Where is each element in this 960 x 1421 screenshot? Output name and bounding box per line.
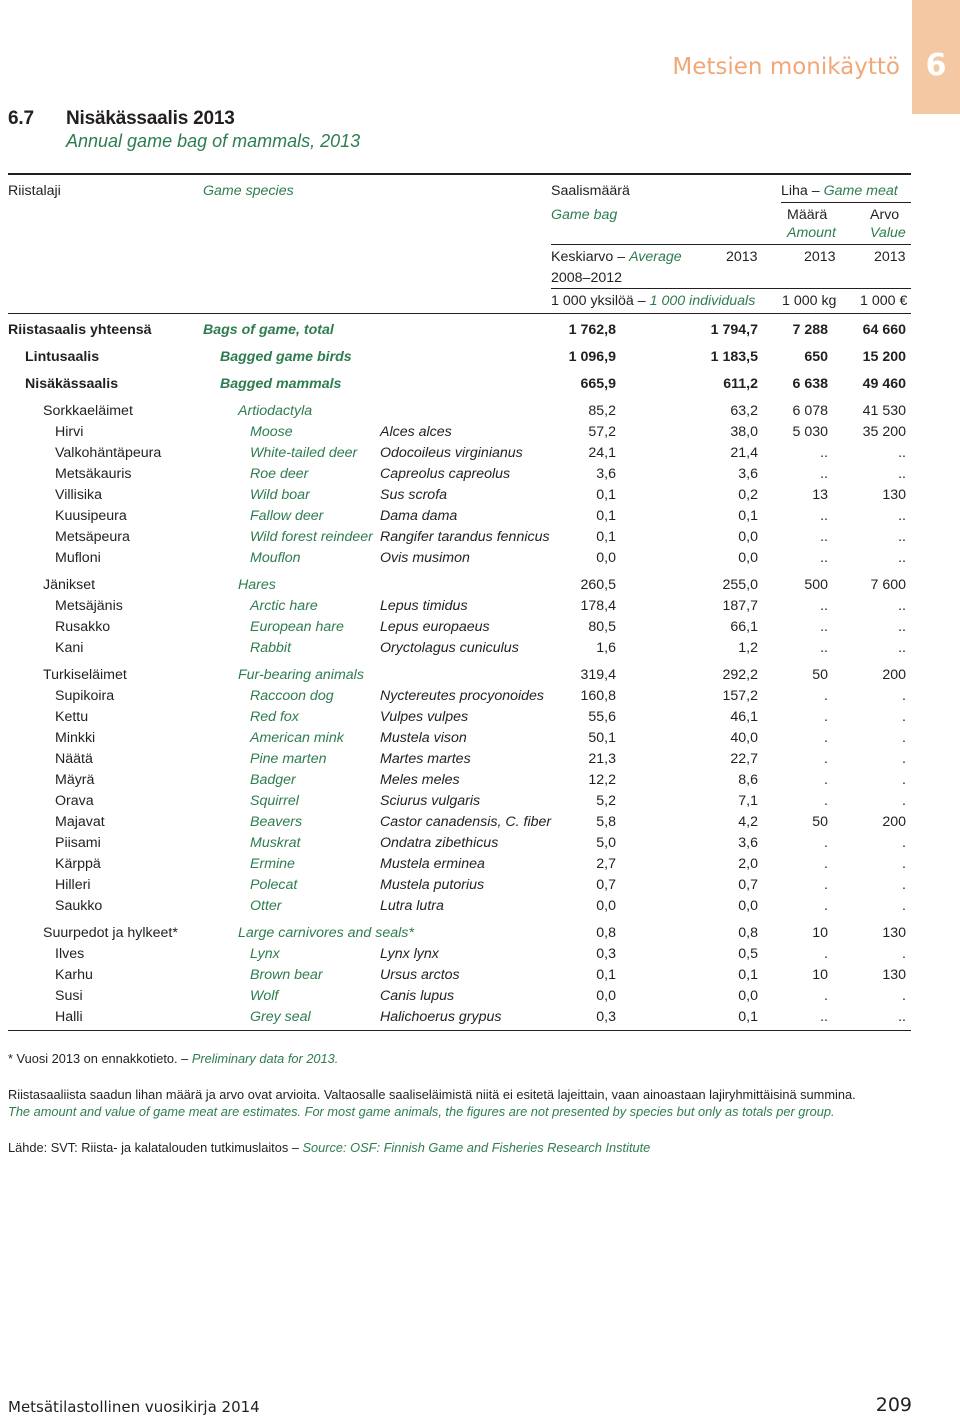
bag-average: 0,8 bbox=[596, 925, 616, 941]
bag-2013: 255,0 bbox=[722, 577, 758, 593]
header-unit-bag-fi: 1 000 yksilöä – bbox=[551, 293, 646, 309]
table-row bbox=[0, 898, 960, 919]
species-fi: Turkiseläimet bbox=[43, 667, 127, 683]
species-en: Fur-bearing animals bbox=[238, 667, 364, 683]
meat-amount: 7 288 bbox=[792, 322, 828, 338]
bag-average: 665,9 bbox=[580, 376, 616, 392]
meat-amount: .. bbox=[820, 508, 828, 524]
bag-average: 12,2 bbox=[588, 772, 616, 788]
bag-2013: 611,2 bbox=[723, 376, 758, 392]
header-unit-bag bbox=[551, 293, 755, 309]
meat-amount: . bbox=[824, 793, 828, 809]
species-scientific: Lynx lynx bbox=[380, 946, 439, 962]
meat-value: . bbox=[902, 772, 906, 788]
meat-value: 49 460 bbox=[862, 376, 906, 392]
table-row bbox=[0, 730, 960, 751]
species-fi: Villisika bbox=[55, 487, 103, 503]
meat-value: .. bbox=[898, 529, 906, 545]
table-row bbox=[0, 322, 960, 343]
table-row bbox=[0, 772, 960, 793]
bag-average: 21,3 bbox=[588, 751, 616, 767]
meat-amount: .. bbox=[820, 640, 828, 656]
bag-2013: 0,1 bbox=[738, 1009, 758, 1025]
species-fi: Kani bbox=[55, 640, 84, 656]
bag-average: 319,4 bbox=[580, 667, 616, 683]
table-row bbox=[0, 988, 960, 1009]
header-species-fi: Riistalaji bbox=[8, 183, 61, 199]
meat-value: . bbox=[902, 751, 906, 767]
header-amount-en: Amount bbox=[787, 225, 836, 241]
bag-average: 24,1 bbox=[588, 445, 616, 461]
meat-amount: 50 bbox=[812, 814, 828, 830]
meat-amount: .. bbox=[820, 529, 828, 545]
species-fi: Jänikset bbox=[43, 577, 96, 593]
table-row bbox=[0, 751, 960, 772]
meat-value: . bbox=[902, 688, 906, 704]
table-row bbox=[0, 349, 960, 370]
table-row bbox=[0, 445, 960, 466]
species-en: Large carnivores and seals* bbox=[238, 925, 414, 941]
species-scientific: Nyctereutes procyonoides bbox=[380, 688, 545, 704]
table-title-fi: Nisäkässaalis 2013 bbox=[66, 108, 235, 129]
species-en: Otter bbox=[250, 898, 282, 914]
meat-amount: . bbox=[824, 877, 828, 893]
species-en: Bagged game birds bbox=[220, 349, 352, 365]
meat-amount: .. bbox=[820, 550, 828, 566]
species-scientific: Halichoerus grypus bbox=[380, 1009, 502, 1025]
header-average-en: Average bbox=[629, 249, 682, 265]
header-average-years: 2008–2012 bbox=[551, 270, 623, 286]
table-row bbox=[0, 424, 960, 445]
meat-value: 7 600 bbox=[870, 577, 906, 593]
species-fi: Suurpedot ja hylkeet* bbox=[43, 925, 178, 941]
table-row bbox=[0, 814, 960, 835]
bag-2013: 0,0 bbox=[738, 988, 758, 1004]
species-fi: Hirvi bbox=[55, 424, 84, 440]
meat-value: 35 200 bbox=[862, 424, 906, 440]
species-en: White-tailed deer bbox=[250, 445, 358, 461]
species-scientific: Lepus europaeus bbox=[380, 619, 490, 635]
species-scientific: Martes martes bbox=[380, 751, 471, 767]
meat-value: 130 bbox=[882, 967, 906, 983]
header-meat-en: Game meat bbox=[823, 183, 898, 199]
bag-2013: 1 183,5 bbox=[710, 349, 758, 365]
bag-2013: 3,6 bbox=[738, 835, 758, 851]
header-year-amount: 2013 bbox=[804, 249, 836, 265]
meat-amount: . bbox=[824, 898, 828, 914]
species-fi: Hilleri bbox=[55, 877, 91, 893]
header-meat-fi: Liha – bbox=[781, 183, 820, 199]
species-scientific: Dama dama bbox=[380, 508, 458, 524]
meat-amount: . bbox=[824, 730, 828, 746]
species-fi: Kärppä bbox=[55, 856, 101, 872]
species-fi: Metsäjänis bbox=[55, 598, 123, 614]
table-row bbox=[0, 403, 960, 424]
header-value-en: Value bbox=[870, 225, 906, 241]
table-row bbox=[0, 967, 960, 988]
species-en: Hares bbox=[238, 577, 276, 593]
bag-average: 80,5 bbox=[588, 619, 616, 635]
species-fi: Majavat bbox=[55, 814, 105, 830]
table-number: 6.7 bbox=[8, 108, 34, 129]
bag-average: 1 762,8 bbox=[568, 322, 616, 338]
bag-2013: 46,1 bbox=[730, 709, 758, 725]
species-fi: Näätä bbox=[55, 751, 93, 767]
bag-2013: 4,2 bbox=[738, 814, 758, 830]
table-row bbox=[0, 619, 960, 640]
bag-average: 0,1 bbox=[596, 967, 616, 983]
header-meat-rule bbox=[781, 202, 911, 203]
bag-2013: 157,2 bbox=[722, 688, 758, 704]
meat-value: . bbox=[902, 946, 906, 962]
header-mid-rule bbox=[551, 244, 911, 245]
chapter-number: 6 bbox=[925, 48, 947, 83]
species-scientific: Rangifer tarandus fennicus bbox=[380, 529, 550, 545]
bag-average: 5,2 bbox=[596, 793, 616, 809]
species-en: Raccoon dog bbox=[250, 688, 334, 704]
table-row bbox=[0, 709, 960, 730]
meat-value: .. bbox=[898, 1009, 906, 1025]
table-row bbox=[0, 667, 960, 688]
table-row bbox=[0, 466, 960, 487]
meat-amount: . bbox=[824, 946, 828, 962]
table-row bbox=[0, 550, 960, 571]
species-fi: Metsäpeura bbox=[55, 529, 130, 545]
bag-2013: 0,8 bbox=[738, 925, 758, 941]
bag-average: 1,6 bbox=[596, 640, 616, 656]
meat-value: . bbox=[902, 898, 906, 914]
bag-average: 0,1 bbox=[596, 487, 616, 503]
meat-amount: .. bbox=[820, 598, 828, 614]
bag-2013: 0,2 bbox=[738, 487, 758, 503]
species-scientific: Mustela erminea bbox=[380, 856, 485, 872]
meat-value: . bbox=[902, 856, 906, 872]
species-fi: Orava bbox=[55, 793, 94, 809]
meat-value: . bbox=[902, 793, 906, 809]
header-meat bbox=[781, 183, 898, 199]
species-scientific: Ovis musimon bbox=[380, 550, 470, 566]
species-fi: Karhu bbox=[55, 967, 93, 983]
species-fi: Valkohäntäpeura bbox=[55, 445, 162, 461]
bag-2013: 63,2 bbox=[730, 403, 758, 419]
meat-value: .. bbox=[898, 508, 906, 524]
header-unit-rule bbox=[551, 288, 911, 289]
meat-amount: 50 bbox=[812, 667, 828, 683]
species-en: Roe deer bbox=[250, 466, 309, 482]
species-en: Fallow deer bbox=[250, 508, 324, 524]
publication-title: Metsätilastollinen vuosikirja 2014 bbox=[8, 1398, 260, 1416]
species-en: Wolf bbox=[250, 988, 279, 1004]
bag-2013: 8,6 bbox=[738, 772, 758, 788]
bag-2013: 66,1 bbox=[730, 619, 758, 635]
species-en: Badger bbox=[250, 772, 296, 788]
species-fi: Mäyrä bbox=[55, 772, 95, 788]
bag-2013: 0,7 bbox=[738, 877, 758, 893]
meat-amount: 500 bbox=[804, 577, 828, 593]
species-fi: Ilves bbox=[55, 946, 85, 962]
bag-2013: 21,4 bbox=[730, 445, 758, 461]
species-en: Pine marten bbox=[250, 751, 327, 767]
species-fi: Kuusipeura bbox=[55, 508, 127, 524]
bag-average: 260,5 bbox=[580, 577, 616, 593]
species-scientific: Oryctolagus cuniculus bbox=[380, 640, 519, 656]
species-fi: Rusakko bbox=[55, 619, 111, 635]
bag-average: 55,6 bbox=[588, 709, 616, 725]
bag-average: 0,0 bbox=[596, 550, 616, 566]
bag-2013: 40,0 bbox=[730, 730, 758, 746]
species-en: European hare bbox=[250, 619, 344, 635]
header-year-value: 2013 bbox=[874, 249, 906, 265]
meat-value: 15 200 bbox=[862, 349, 906, 365]
species-en: American mink bbox=[250, 730, 344, 746]
meat-amount: . bbox=[824, 856, 828, 872]
species-scientific: Mustela putorius bbox=[380, 877, 485, 893]
species-en: Moose bbox=[250, 424, 293, 440]
footnote-en: Preliminary data for 2013. bbox=[191, 1051, 339, 1066]
bag-average: 0,0 bbox=[596, 988, 616, 1004]
table-bottom-rule bbox=[8, 1030, 911, 1031]
species-scientific: Ondatra zibethicus bbox=[380, 835, 499, 851]
table-row bbox=[0, 856, 960, 877]
meat-amount: 650 bbox=[804, 349, 828, 365]
bag-2013: 1,2 bbox=[738, 640, 758, 656]
table-row bbox=[0, 946, 960, 967]
bag-2013: 0,0 bbox=[738, 898, 758, 914]
species-fi: Lintusaalis bbox=[25, 349, 100, 365]
note-en: The amount and value of game meat are estimates. For most game animals, the figures are not presented by species but only as totals per group. bbox=[8, 1104, 835, 1119]
meat-value: 200 bbox=[882, 667, 906, 683]
meat-value: .. bbox=[898, 640, 906, 656]
meat-amount: 10 bbox=[812, 925, 828, 941]
table-title-en: Annual game bag of mammals, 2013 bbox=[66, 131, 361, 151]
species-en: Beavers bbox=[250, 814, 303, 830]
meat-value: 200 bbox=[882, 814, 906, 830]
species-scientific: Meles meles bbox=[380, 772, 460, 788]
bag-2013: 0,1 bbox=[738, 967, 758, 983]
species-scientific: Vulpes vulpes bbox=[380, 709, 469, 725]
bag-2013: 292,2 bbox=[722, 667, 758, 683]
bag-2013: 22,7 bbox=[730, 751, 758, 767]
meat-amount: 6 638 bbox=[792, 376, 828, 392]
table-row bbox=[0, 925, 960, 946]
bag-average: 85,2 bbox=[588, 403, 616, 419]
meat-value: .. bbox=[898, 550, 906, 566]
species-fi: Nisäkässaalis bbox=[25, 376, 119, 392]
page-number: 209 bbox=[875, 1394, 912, 1416]
meat-amount: .. bbox=[820, 619, 828, 635]
header-species-en: Game species bbox=[203, 183, 294, 199]
species-en: Bagged mammals bbox=[220, 376, 342, 392]
bag-average: 2,7 bbox=[596, 856, 616, 872]
bag-2013: 2,0 bbox=[738, 856, 758, 872]
bag-average: 0,1 bbox=[596, 529, 616, 545]
meat-value: . bbox=[902, 877, 906, 893]
species-scientific: Alces alces bbox=[380, 424, 452, 440]
species-fi: Sorkkaeläimet bbox=[43, 403, 133, 419]
table-row bbox=[0, 793, 960, 814]
bag-2013: 38,0 bbox=[730, 424, 758, 440]
species-fi: Susi bbox=[55, 988, 83, 1004]
meat-value: . bbox=[902, 709, 906, 725]
meat-amount: 13 bbox=[812, 487, 828, 503]
bag-average: 0,0 bbox=[596, 898, 616, 914]
species-scientific: Mustela vison bbox=[380, 730, 467, 746]
species-scientific: Odocoileus virginianus bbox=[380, 445, 523, 461]
table-top-rule bbox=[8, 173, 911, 175]
header-year-bag: 2013 bbox=[726, 249, 758, 265]
species-en: Muskrat bbox=[250, 835, 301, 851]
table-row bbox=[0, 508, 960, 529]
species-en: Arctic hare bbox=[250, 598, 318, 614]
species-en: Red fox bbox=[250, 709, 299, 725]
species-en: Squirrel bbox=[250, 793, 299, 809]
meat-value: . bbox=[902, 835, 906, 851]
species-fi: Piisami bbox=[55, 835, 101, 851]
footnote bbox=[8, 1051, 338, 1066]
bag-average: 0,3 bbox=[596, 1009, 616, 1025]
meat-amount: . bbox=[824, 688, 828, 704]
species-fi: Minkki bbox=[55, 730, 96, 746]
bag-2013: 3,6 bbox=[738, 466, 758, 482]
species-scientific: Sciurus vulgaris bbox=[380, 793, 481, 809]
note-fi: Riistasaaliista saadun lihan määrä ja arvo ovat arvioita. Valtaosalle saaliseläimistä niitä ei esitetä lajeittain, vaan ainoastaan lajiryhmittäisinä summina. bbox=[8, 1087, 856, 1102]
meat-value: . bbox=[902, 988, 906, 1004]
species-scientific: Canis lupus bbox=[380, 988, 455, 1004]
species-en: Mouflon bbox=[250, 550, 301, 566]
source-note bbox=[8, 1140, 650, 1155]
header-bottom-rule bbox=[8, 313, 911, 314]
meat-amount: .. bbox=[820, 445, 828, 461]
species-scientific: Castor canadensis, C. fiber bbox=[380, 814, 552, 830]
table-row bbox=[0, 1009, 960, 1030]
header-bag-en: Game bag bbox=[551, 207, 618, 223]
meat-amount: .. bbox=[820, 466, 828, 482]
bag-average: 0,1 bbox=[596, 508, 616, 524]
meat-value: 64 660 bbox=[862, 322, 906, 338]
species-en: Polecat bbox=[250, 877, 298, 893]
bag-average: 0,7 bbox=[596, 877, 616, 893]
chapter-label: Metsien monikäyttö bbox=[672, 54, 900, 80]
meat-amount: . bbox=[824, 988, 828, 1004]
species-en: Wild boar bbox=[250, 487, 310, 503]
header-unit-amount: 1 000 kg bbox=[782, 293, 837, 309]
meat-value: .. bbox=[898, 619, 906, 635]
meat-value: .. bbox=[898, 466, 906, 482]
meat-amount: . bbox=[824, 772, 828, 788]
meat-value: 41 530 bbox=[862, 403, 906, 419]
species-en: Ermine bbox=[250, 856, 295, 872]
meat-value: .. bbox=[898, 598, 906, 614]
header-average-fi: Keskiarvo – bbox=[551, 249, 626, 265]
footnote-fi: * Vuosi 2013 on ennakkotieto. – bbox=[8, 1051, 189, 1066]
species-en: Lynx bbox=[250, 946, 280, 962]
species-scientific: Lepus timidus bbox=[380, 598, 468, 614]
bag-average: 0,3 bbox=[596, 946, 616, 962]
table-row bbox=[0, 835, 960, 856]
species-fi: Halli bbox=[55, 1009, 83, 1025]
header-amount-fi: Määrä bbox=[787, 207, 828, 223]
bag-2013: 7,1 bbox=[738, 793, 758, 809]
species-scientific: Ursus arctos bbox=[380, 967, 460, 983]
meat-amount: 6 078 bbox=[792, 403, 828, 419]
meat-value: 130 bbox=[882, 487, 906, 503]
species-fi: Metsäkauris bbox=[55, 466, 132, 482]
species-en: Grey seal bbox=[250, 1009, 311, 1025]
species-fi: Saukko bbox=[55, 898, 103, 914]
header-bag-fi: Saalismäärä bbox=[551, 183, 630, 199]
species-en: Wild forest reindeer bbox=[250, 529, 373, 545]
table-row bbox=[0, 487, 960, 508]
bag-2013: 0,1 bbox=[738, 508, 758, 524]
meat-value: 130 bbox=[882, 925, 906, 941]
meat-amount: 5 030 bbox=[792, 424, 828, 440]
table-row bbox=[0, 877, 960, 898]
meat-value: .. bbox=[898, 445, 906, 461]
meat-amount: . bbox=[824, 709, 828, 725]
species-fi: Riistasaalis yhteensä bbox=[8, 322, 152, 338]
bag-2013: 0,0 bbox=[738, 529, 758, 545]
species-scientific: Sus scrofa bbox=[380, 487, 448, 503]
species-fi: Supikoira bbox=[55, 688, 115, 704]
bag-average: 5,0 bbox=[596, 835, 616, 851]
header-average bbox=[551, 249, 682, 265]
bag-average: 160,8 bbox=[580, 688, 616, 704]
bag-average: 1 096,9 bbox=[568, 349, 616, 365]
table-row bbox=[0, 376, 960, 397]
header-unit-value: 1 000 € bbox=[860, 293, 908, 309]
bag-2013: 0,5 bbox=[738, 946, 758, 962]
species-fi: Kettu bbox=[55, 709, 89, 725]
species-fi: Mufloni bbox=[55, 550, 101, 566]
species-en: Rabbit bbox=[250, 640, 292, 656]
bag-average: 50,1 bbox=[588, 730, 616, 746]
header-unit-bag-en: 1 000 individuals bbox=[649, 293, 756, 309]
species-scientific: Capreolus capreolus bbox=[380, 466, 511, 482]
species-en: Artiodactyla bbox=[238, 403, 313, 419]
species-en: Bags of game, total bbox=[203, 322, 334, 338]
meat-amount: 10 bbox=[812, 967, 828, 983]
bag-2013: 0,0 bbox=[738, 550, 758, 566]
bag-average: 5,8 bbox=[596, 814, 616, 830]
meat-amount: . bbox=[824, 751, 828, 767]
species-en: Brown bear bbox=[250, 967, 323, 983]
source-en: Source: OSF: Finnish Game and Fisheries Research Institute bbox=[302, 1140, 651, 1155]
table-row bbox=[0, 688, 960, 709]
meat-amount: . bbox=[824, 835, 828, 851]
bag-2013: 1 794,7 bbox=[710, 322, 758, 338]
table-row bbox=[0, 577, 960, 598]
bag-2013: 187,7 bbox=[722, 598, 758, 614]
source-fi: Lähde: SVT: Riista- ja kalatalouden tutkimuslaitos – bbox=[8, 1140, 299, 1155]
header-value-fi: Arvo bbox=[870, 207, 900, 223]
table-row bbox=[0, 640, 960, 661]
bag-average: 3,6 bbox=[596, 466, 616, 482]
meat-value: . bbox=[902, 730, 906, 746]
species-scientific: Lutra lutra bbox=[380, 898, 444, 914]
bag-average: 57,2 bbox=[588, 424, 616, 440]
bag-average: 178,4 bbox=[580, 598, 616, 614]
table-row bbox=[0, 529, 960, 550]
meat-amount: .. bbox=[820, 1009, 828, 1025]
table-row bbox=[0, 598, 960, 619]
